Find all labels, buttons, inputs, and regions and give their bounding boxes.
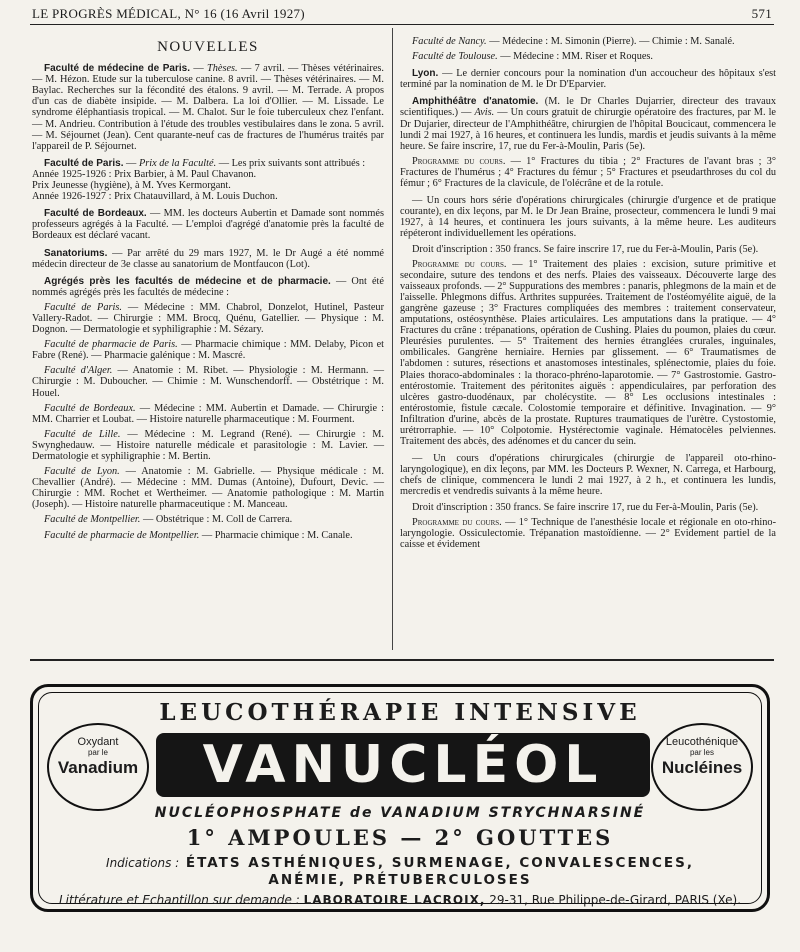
left-column bbox=[32, 34, 384, 545]
faculty-entry: Faculté de Nancy. — Médecine : M. Simonin (Pierre). — Chimie : M. Sanalé. bbox=[412, 36, 735, 47]
course-registration: Droit d'inscription : 350 francs. Se faire inscrire 17, rue du Fer-à-Moulin, Paris (5e). bbox=[412, 243, 759, 255]
faculty-entry: Faculté de Lyon. — Anatomie : M. Gabrielle. — Physique médicale : M. Chevallier (André). — Médecine : MM. Dumas (Antoine), Dufourt, Devic. — Chirurgie : MM. Rochet et Wertheimer. — Anatomie pathologique : M. Martin (Joseph). — Histoire naturelle pharmaceutique : M. Manceau. bbox=[32, 466, 385, 511]
faculty-entry: Faculté de Paris. — Médecine : MM. Chabrol, Donzelot, Hutinel, Pasteur Vallery-Radot. — Chirurgie : MM. Brocq, Quénu, Gatellier. — Physique : M. Dognon. — Dermatologie et syphiligraphie : M. Sézary. bbox=[32, 301, 384, 336]
advertisement-separator bbox=[30, 659, 774, 661]
section-title: NOUVELLES bbox=[157, 39, 259, 55]
news-bordeaux: Faculté de Bordeaux. — MM. les docteurs Aubertin et Damade sont nommés professeurs agrégés à la Faculté. — L'emploi d'agrégé d'anatomie près la faculté de Bordeaux est déclaré vacant. bbox=[32, 208, 384, 242]
column-divider bbox=[392, 28, 393, 650]
news-agreges: Agrégés près les facultés de médecine et de pharmacie. — Ont été nommés agrégés près les facultés de médecine : bbox=[32, 275, 384, 298]
faculty-entry: Faculté de Bordeaux. — Médecine : MM. Aubertin et Damade. — Chirurgie : MM. Charrier et Loubat. — Histoire naturelle pharmaceutique : M. Fourment. bbox=[32, 402, 384, 425]
news-lyon: Lyon. — Le dernier concours pour la nomination d'un accoucheur des hôpitaux s'est terminé par la nomination de M. le Dr D'Eparvier. bbox=[400, 68, 777, 91]
right-column bbox=[400, 36, 776, 554]
course-program: Programme du cours. — 1° Traitement des plaies : excision, suture primitive et secondaire, suture des tendons et des nerfs. Plaies des vaisseaux. Découverte large des vaisseaux profonds. — 2° Suppurations des membres : panaris, phlegmons de la main et de l'aisselle. Phlegmons diffus. Arthrites suppurées. Traitement de l'ostéomyélite aiguë, de la gangrène gazeuse ; 3° Fractures compliquées des membres : traitement conservateur, amputations, ostéosynthèse. Plaies articulaires. Les amputations dans la pratique. — 4° Fractures du crâne : trépanations, opération de Cushing. Plaies du poumon, plaies du cœur. Pleurésies purulentes. — 5° Traitement des hernies étranglées crurales, inguinales, ombilicales. Gangrène herniaire. Hernies par glissement. — 6° Traumatismes de l'abdomen : sutures, résections et anastomoses intestinales, splénectomie, plaies du foie. Plaies thoraco-abdominales : la thoraco-phréno-laparotomie. — 7° Gastrostomie. Gastro-entérostomie. Traitement des péritonites aiguës : appendiculaires, par perforation des ulcères gastro-duodénaux, par cholécystite. — 8° Les occlusions intestinales : entérostomie, fistule cæcale. Colostomie temporaire et définitive. Invagination. — 9° Infiltration d'urine, abcès de la prostate. Ruptures traumatiques de l'urètre. Cystostomie, urétrorraphie. — 10° Colpotomie. Hystérectomie vaginale. Hématocèles pelviennes. Traitement des abcès, des adénomes et du cancer du sein. bbox=[400, 258, 776, 448]
header-rule bbox=[30, 24, 774, 25]
course-announcement: — Un cours hors série d'opérations chirurgicales (chirurgie d'urgence et de pratique courante), en dix leçons, par M. le Dr Jean Braine, prosecteur, commencera le lundi 9 mai 1927, à 14 heures, et continuera les jours suivants, à la même heure. Les auditeurs répéteront individuellement les opérations. bbox=[400, 195, 776, 240]
ad-headline: LEUCOTHÉRAPIE INTENSIVE bbox=[159, 699, 641, 726]
ad-right-oval: Leucothénique par les Nucléines bbox=[651, 723, 753, 811]
news-paris-theses: Faculté de médecine de Paris. — Thèses. — 7 avril. — Thèses vétérinaires. — M. Hézon. Etude sur la tuberculose canine. 8 avril. — Thèses vétérinaires. — M. Baylac. Recherches sur la fécondité des étalons. 9 avril. — M. Terrade. A propos d'un cas de diabète insipide. — M. Dalbera. La loi d'Ollier. — M. Lissade. Le syndrome éléphantiasis tropical. — M. Chalot. Sur le foie tuberculeux chez l'enfant. — M. Andrieu. Contribution à l'étude des troubles vestibulaires dans le zona. 5 avril. — M. Séjournet (Jean). Cent quarante-neuf cas de fractures de l'humérus traités par l'appareil de P. Séjournet. bbox=[32, 63, 384, 152]
course-program: Programme du cours. — 1° Technique de l'anesthésie locale et régionale en oto-rhino-laryngologie. Ossiculectomie. Trépanation mastoïdienne. — 2° Evidement partiel de la caisse et évidement bbox=[400, 516, 777, 550]
course-announcement: — Un cours d'opérations chirurgicales (chirurgie de l'appareil oto-rhino-laryngologique), en dix leçons, par MM. les Docteurs P. Wexner, N. Carrega, et Harbourg, chefs de clinique, commencera le lundi 2 mai 1927, à 2 h., et continuera les lundis, mercredis et vendredis suivants à la même heure. bbox=[400, 453, 776, 498]
faculty-entry: Faculté d'Alger. — Anatomie : M. Ribet. — Physiologie : M. Hermann. — Chirurgie : M. Duboucher. — Chimie : M. Wunschendorff. — Obstétrique : M. Houel. bbox=[32, 365, 384, 399]
ad-indications-label: Indications : bbox=[106, 856, 180, 870]
ad-brand-name: VANUCLÉOL bbox=[156, 733, 650, 797]
faculty-entry: Faculté de Lille. — Médecine : M. Legrand (René). — Chirurgie : M. Swynghedauw. — Histoire naturelle médicale et parasitologie : M. Lavier. — Dermatologie et syphiligraphie : M. Bertin. bbox=[32, 428, 384, 462]
ad-left-oval: Oxydant par le Vanadium bbox=[47, 723, 149, 811]
journal-title: LE PROGRÈS MÉDICAL, N° 16 (16 Avril 1927) bbox=[32, 6, 305, 21]
faculty-entry: Faculté de pharmacie de Paris. — Pharmacie chimique : MM. Delaby, Picon et Fabre (René). — Pharmacie galénique : M. Mascré. bbox=[32, 339, 385, 362]
page-header bbox=[32, 4, 772, 22]
faculty-entry: Faculté de Montpellier. — Obstétrique : M. Coll de Carrera. bbox=[44, 514, 293, 526]
ad-indications: Indications : ÉTATS ASTHÉNIQUES, SURMENAGE, CONVALESCENCES, ANÉMIE, PRÉTUBERCULOSES bbox=[106, 855, 694, 888]
ad-subtitle: NUCLÉOPHOSPHATE de VANADIUM STRYCHNARSINÉ bbox=[154, 805, 646, 821]
faculty-entry: Faculté de Toulouse. — Médecine : MM. Riser et Roques. bbox=[412, 51, 654, 63]
news-paris-prix: Faculté de Paris. — Prix de la Faculté. — Les prix suivants sont attribués : Année 1925-1926 : Prix Barbier, à M. Paul Chavanon. Prix Jeunesse (hygiène), à M. Yves Kermorgant. Année 1926-1927 : Prix Chatauvillard, à M. Louis Duchon. bbox=[32, 157, 366, 203]
news-sanatoriums: Sanatoriums. — Par arrêté du 29 mars 1927, M. le Dr Augé a été nommé médecin directeur de 3e classe au sanatorium de Montfaucon (Lot). bbox=[32, 247, 384, 270]
news-heading: Faculté de médecine de Paris. bbox=[44, 63, 190, 75]
ad-forms: 1° AMPOULES — 2° GOUTTES bbox=[186, 825, 614, 850]
course-program: Programme du cours. — 1° Fractures du tibia ; 2° Fractures de l'avant bras ; 3° Fractures de l'humérus ; 4° Fractures du fémur ; 5° Fractures et pseudarthroses du col du fémur ; 6° Fractures de la clavicule, de l'olécrâne et de la rotule. bbox=[400, 155, 776, 190]
advertisement bbox=[30, 684, 770, 912]
ad-footer: Littérature et Echantillon sur demande : LABORATOIRE LACROIX, 29-31, Rue Philippe-de-Girard, PARIS (Xe). bbox=[58, 893, 742, 907]
news-amphitheatre: Amphithéâtre d'anatomie. (M. le Dr Charles Dujarrier, directeur des travaux scientifiques.) — Avis. — Un cours gratuit de chirurgie opératoire des fractures, par M. le Dr Dujarier, directeur de l'Amphithéâtre, chirurgien de l'hôpital Boucicaut, commencera le lundi 2 mai 1927, à 16 heures, et continuera les lundis, mardis et jeudis suivants à la même heure. Se faire inscrire, 17, rue du Fer-à-Moulin, Paris (5e). bbox=[400, 96, 777, 152]
page-number: 571 bbox=[751, 6, 772, 21]
faculty-entry: Faculté de pharmacie de Montpellier. — Pharmacie chimique : M. Canale. bbox=[44, 529, 353, 541]
course-registration: Droit d'inscription : 350 francs. Se faire inscrire 17, rue du Fer-à-Moulin, Paris (5e). bbox=[412, 501, 759, 513]
